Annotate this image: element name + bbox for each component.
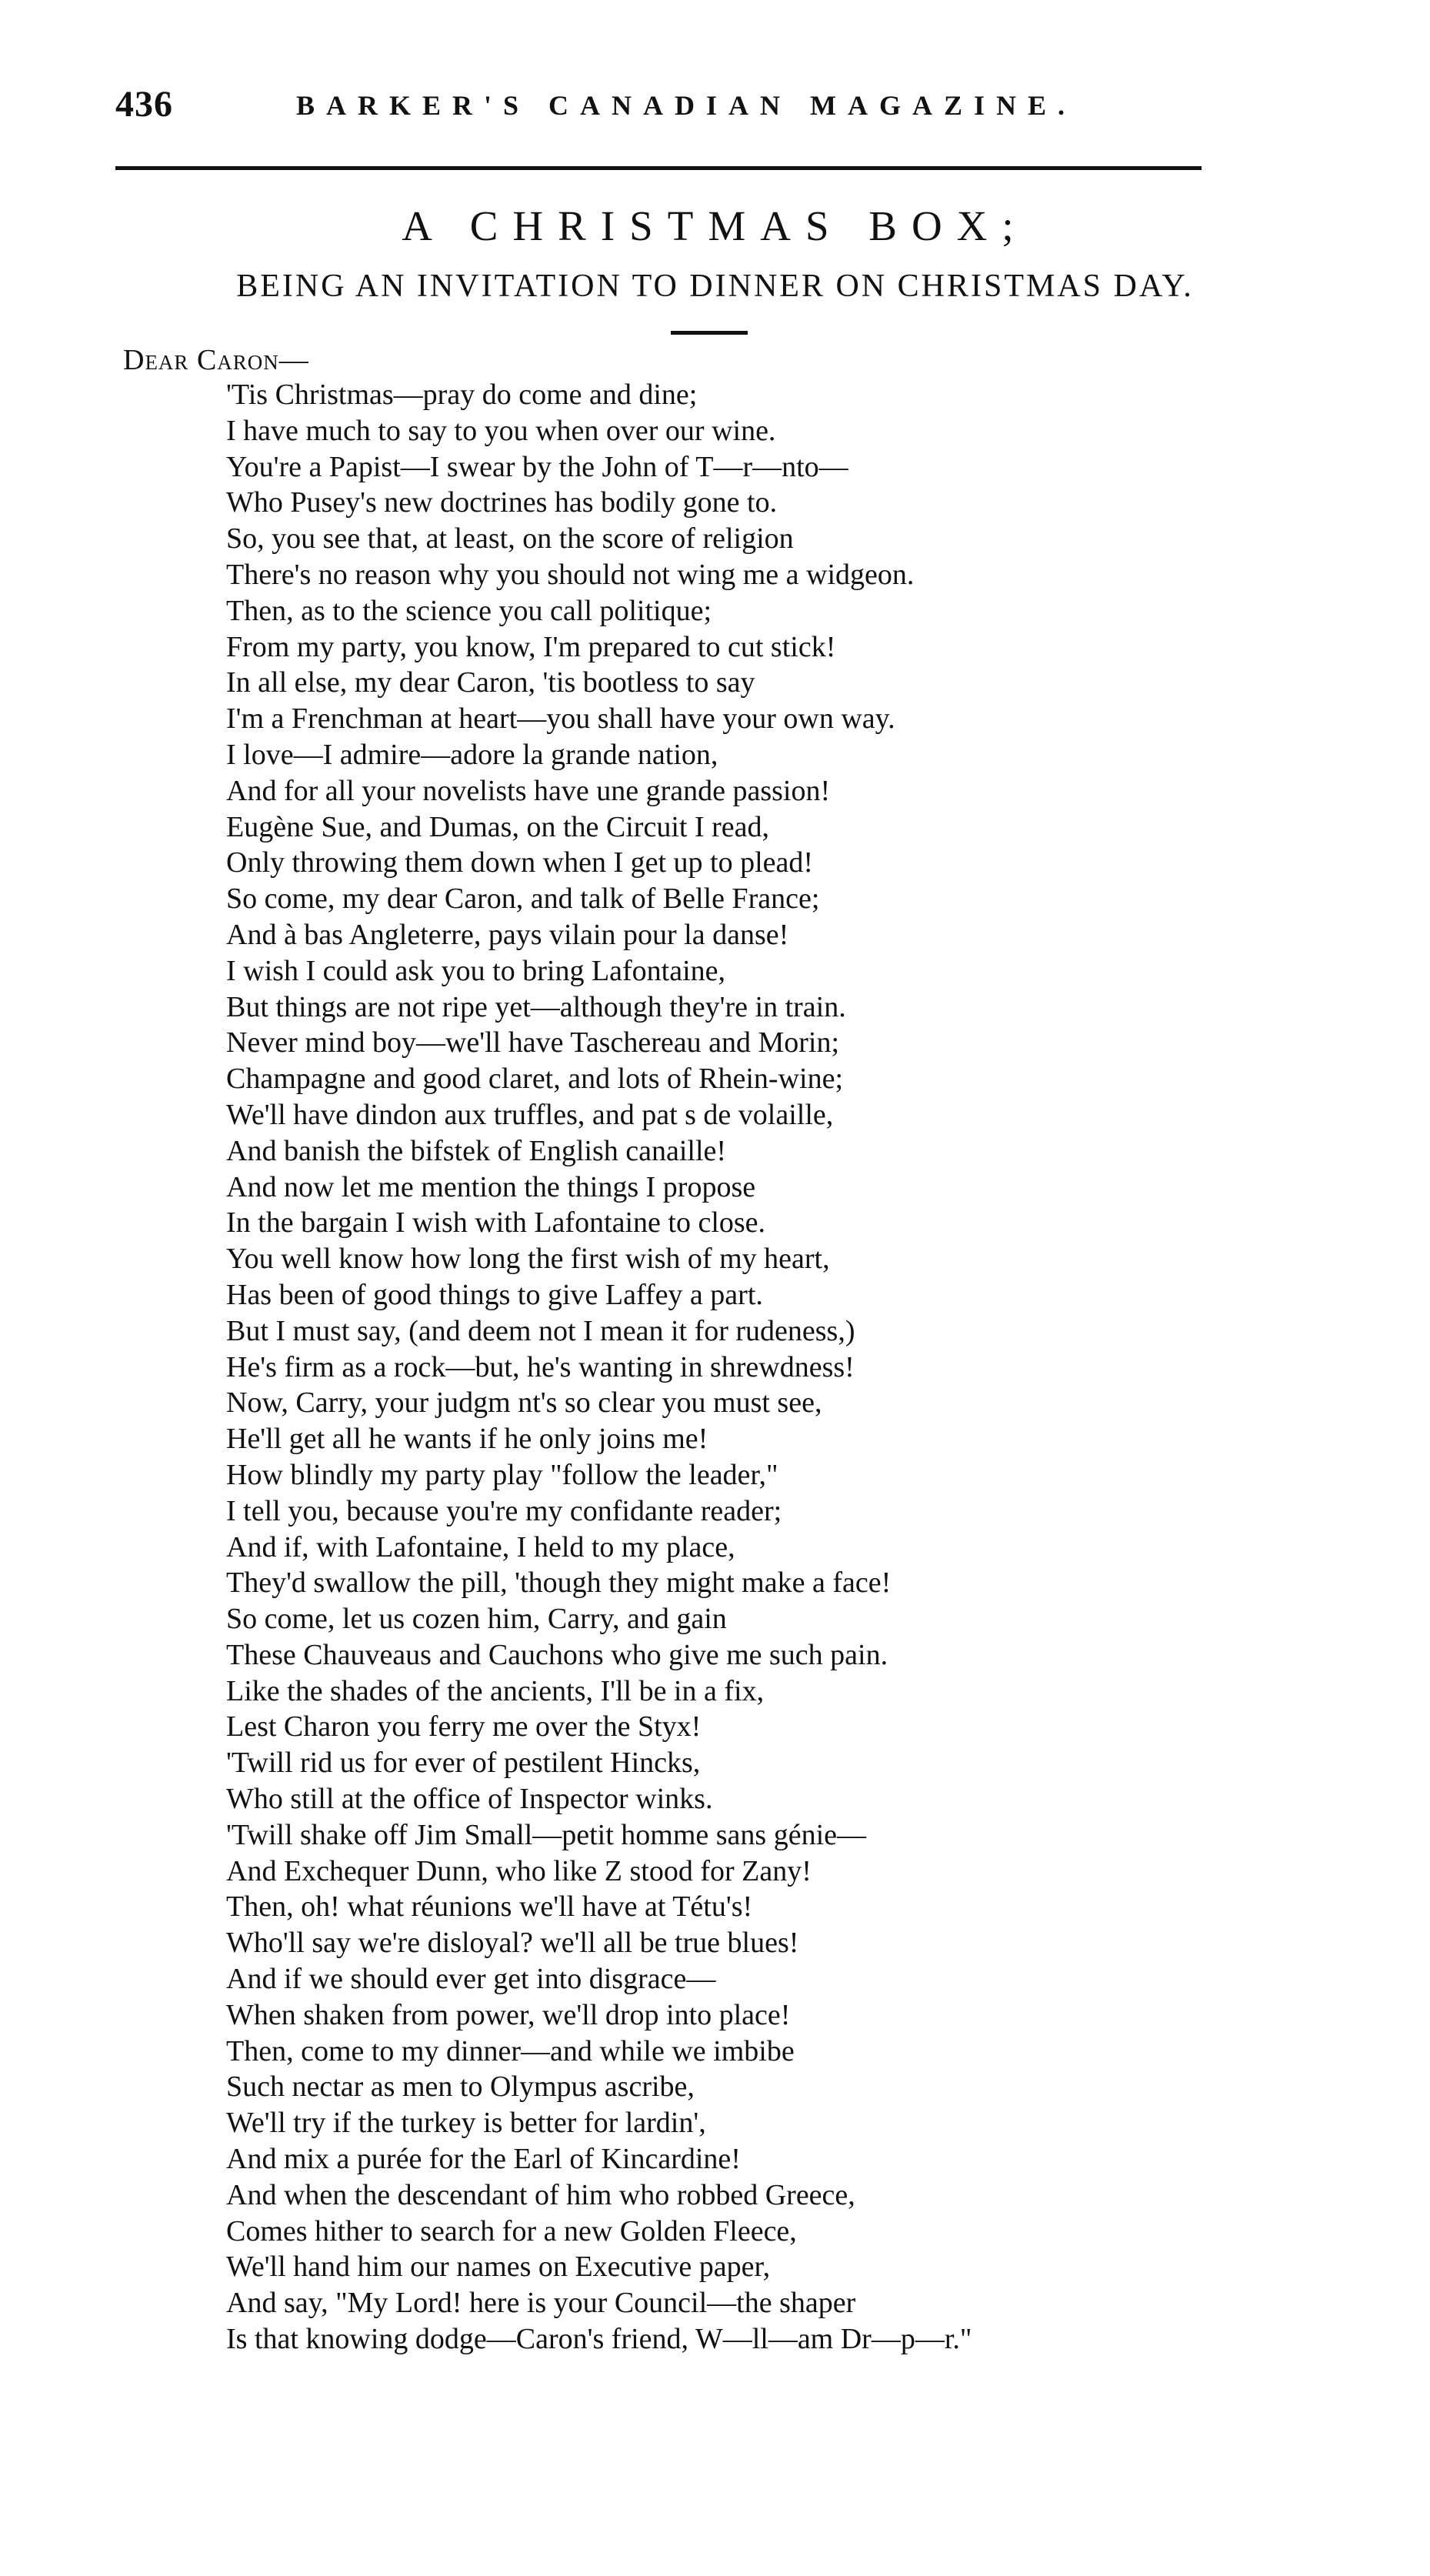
- article-title: A CHRISTMAS BOX;: [402, 202, 1028, 249]
- poem-line: Champagne and good claret, and lots of Rhein-wine;: [226, 1063, 844, 1096]
- poem-line: So, you see that, at least, on the score of religion: [226, 522, 794, 556]
- poem-line: And Exchequer Dunn, who like Z stood for Zany!: [226, 1854, 812, 1887]
- poem-line: And for all your novelists have une grande passion!: [226, 774, 831, 807]
- poem-line: But I must say, (and deem not I mean it for rudeness,): [226, 1314, 855, 1347]
- poem-line: He'll get all he wants if he only joins me!: [226, 1423, 708, 1456]
- poem-line: You well know how long the first wish of my heart,: [226, 1243, 830, 1276]
- poem-line: You're a Papist—I swear by the John of T—r—nto—: [226, 450, 848, 483]
- poem-line: I have much to say to you when over our wine.: [226, 414, 776, 447]
- poem-line: Like the shades of the ancients, I'll be in a fix,: [226, 1674, 765, 1707]
- poem-line: They'd swallow the pill, 'though they might make a face!: [226, 1567, 892, 1600]
- poem-line: 'Twill shake off Jim Small—petit homme sans génie—: [226, 1818, 866, 1851]
- poem-line: Comes hither to search for a new Golden Fleece,: [226, 2214, 797, 2247]
- poem-line: Is that knowing dodge—Caron's friend, W—ll—am Dr—p—r.": [226, 2323, 972, 2356]
- poem-line: We'll try if the turkey is better for lardin',: [226, 2107, 706, 2140]
- poem-line: In the bargain I wish with Lafontaine to close.: [226, 1206, 766, 1240]
- poem-line: Lest Charon you ferry me over the Styx!: [226, 1710, 702, 1743]
- poem-line: 'Twill rid us for ever of pestilent Hincks,: [226, 1747, 701, 1780]
- poem-line: I'm a Frenchman at heart—you shall have your own way.: [226, 702, 895, 736]
- poem-line: Then, come to my dinner—and while we imbibe: [226, 2034, 795, 2067]
- poem-line: And say, "My Lord! here is your Council—the shaper: [226, 2287, 856, 2320]
- poem-line: In all else, my dear Caron, 'tis bootless to say: [226, 666, 755, 699]
- poem-line: Who'll say we're disloyal? we'll all be true blues!: [226, 1927, 799, 1960]
- poem-line: Now, Carry, your judgm nt's so clear you must see,: [226, 1386, 822, 1420]
- poem-line: And if we should ever get into disgrace—: [226, 1963, 716, 1996]
- poem-line: Never mind boy—we'll have Taschereau and Morin;: [226, 1026, 840, 1059]
- poem-line: And if, with Lafontaine, I held to my place,: [226, 1530, 735, 1563]
- poem-line: There's no reason why you should not wing me a widgeon.: [226, 558, 915, 591]
- poem-line: So come, my dear Caron, and talk of Belle France;: [226, 883, 820, 916]
- poem-line: Then, as to the science you call politique;: [226, 594, 712, 627]
- poem-line: We'll hand him our names on Executive paper,: [226, 2251, 771, 2284]
- poem-line: I wish I could ask you to bring Lafontaine,: [226, 954, 726, 987]
- poem-line: He's firm as a rock—but, he's wanting in shrewdness!: [226, 1350, 855, 1383]
- salutation: Dear Caron—: [123, 344, 309, 376]
- poem-line: 'Tis Christmas—pray do come and dine;: [226, 379, 698, 411]
- title-divider: [671, 331, 748, 335]
- article-subtitle: BEING AN INVITATION TO DINNER ON CHRISTMAS DAY.: [236, 269, 1194, 304]
- poem-line: And when the descendant of him who robbed Greece,: [226, 2178, 855, 2211]
- poem-line: And now let me mention the things I propose: [226, 1170, 756, 1203]
- poem-line: Only throwing them down when I get up to plead!: [226, 846, 814, 879]
- poem-line: When shaken from power, we'll drop into place!: [226, 1998, 791, 2031]
- poem-line: Then, oh! what réunions we'll have at Tétu's!: [226, 1890, 753, 1924]
- poem-line: These Chauveaus and Cauchons who give me such pain.: [226, 1638, 888, 1671]
- poem-line: From my party, you know, I'm prepared to cut stick!: [226, 630, 836, 663]
- poem-line: So come, let us cozen him, Carry, and gain: [226, 1603, 727, 1636]
- magazine-title: BARKER'S CANADIAN MAGAZINE.: [296, 90, 1077, 121]
- poem-line: But things are not ripe yet—although they're in train.: [226, 990, 846, 1023]
- poem-line: And mix a purée for the Earl of Kincardine!: [226, 2143, 741, 2176]
- poem-line: How blindly my party play "follow the leader,": [226, 1458, 778, 1491]
- poem-line: We'll have dindon aux truffles, and pat s de volaille,: [226, 1098, 834, 1131]
- poem-line: Who Pusey's new doctrines has bodily gone to.: [226, 486, 778, 519]
- page-number: 436: [115, 84, 173, 125]
- poem: [226, 377, 1211, 2357]
- poem-line: Such nectar as men to Olympus ascribe,: [226, 2070, 695, 2104]
- poem-line: And banish the bifstek of English canaille!: [226, 1134, 727, 1167]
- poem-line: I love—I admire—adore la grande nation,: [226, 738, 718, 771]
- poem-line: Who still at the office of Inspector winks.: [226, 1783, 713, 1816]
- poem-line: Eugène Sue, and Dumas, on the Circuit I read,: [226, 810, 769, 843]
- poem-line: I tell you, because you're my confidante reader;: [226, 1494, 782, 1527]
- poem-line: And à bas Angleterre, pays vilain pour la danse!: [226, 918, 789, 951]
- poem-line: Has been of good things to give Laffey a part.: [226, 1278, 763, 1311]
- header-rule: [115, 166, 1202, 170]
- running-head: [115, 83, 1138, 137]
